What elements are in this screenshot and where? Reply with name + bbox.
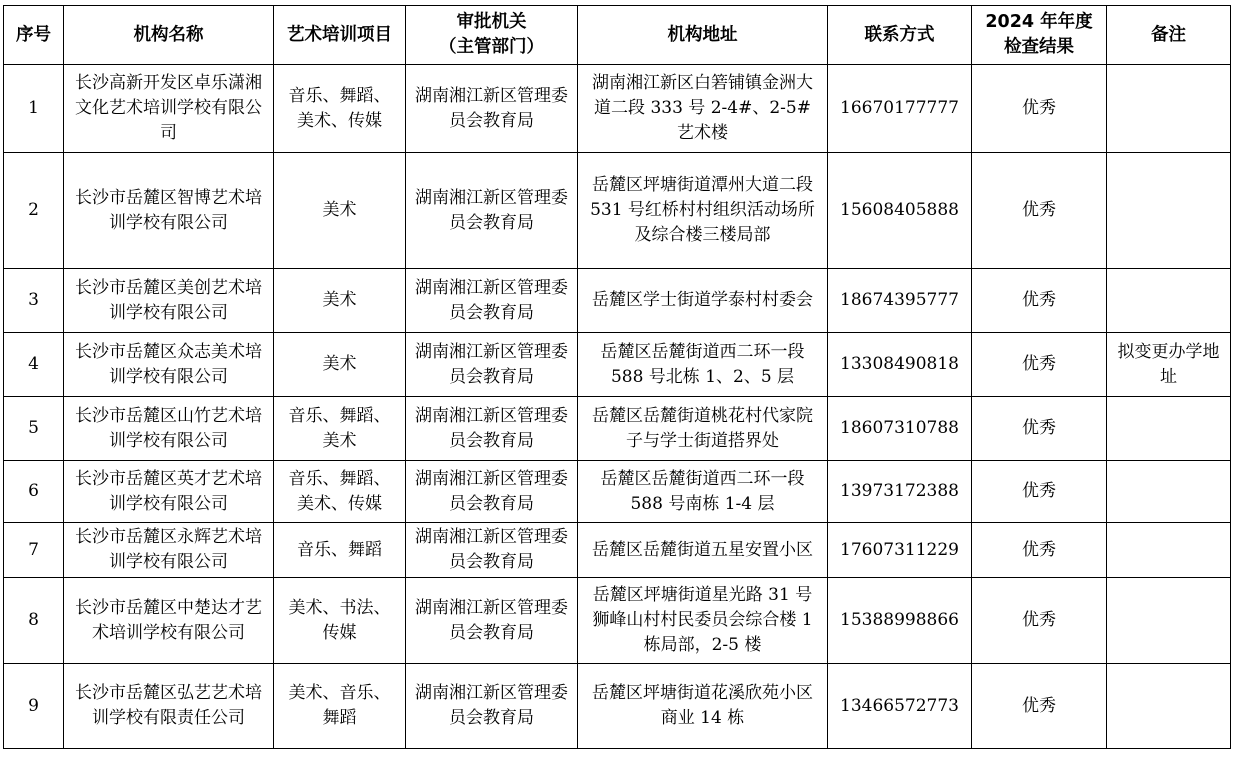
cell-result: 优秀 [972,333,1107,397]
cell-contact: 13308490818 [828,333,972,397]
table-row [4,523,1231,578]
cell-address: 岳麓区坪塘街道星光路 31 号狮峰山村村民委员会综合楼 1 栋局部，2-5 楼 [578,578,828,664]
cell-program: 美术 [274,153,406,269]
cell-authority: 湖南湘江新区管理委员会教育局 [406,153,578,269]
cell-program: 美术、书法、传媒 [274,578,406,664]
table-row [4,397,1231,461]
cell-seq: 4 [4,333,64,397]
cell-contact: 15608405888 [828,153,972,269]
cell-remark [1107,523,1231,578]
header-result-line1: 2024 年年度 [985,12,1093,32]
cell-name: 长沙市岳麓区中楚达才艺术培训学校有限公司 [64,578,274,664]
header-name: 机构名称 [64,6,274,65]
cell-program: 美术、音乐、舞蹈 [274,664,406,749]
cell-contact: 18674395777 [828,269,972,333]
table-row [4,578,1231,664]
table-row [4,269,1231,333]
cell-address: 岳麓区坪塘街道花溪欣苑小区商业 14 栋 [578,664,828,749]
cell-address: 岳麓区岳麓街道西二环一段 588 号北栋 1、2、5 层 [578,333,828,397]
cell-program: 音乐、舞蹈、美术、传媒 [274,461,406,523]
cell-name: 长沙市岳麓区众志美术培训学校有限公司 [64,333,274,397]
cell-result: 优秀 [972,578,1107,664]
header-result [972,6,1107,65]
cell-contact: 13973172388 [828,461,972,523]
table-row [4,333,1231,397]
institution-table [3,5,1231,749]
cell-address: 湖南湘江新区白箬铺镇金洲大道二段 333 号 2-4#、2-5#艺术楼 [578,65,828,153]
cell-seq: 6 [4,461,64,523]
header-result-line2: 检查结果 [1004,37,1074,57]
cell-contact: 18607310788 [828,397,972,461]
cell-name: 长沙市岳麓区智博艺术培训学校有限公司 [64,153,274,269]
cell-seq: 8 [4,578,64,664]
cell-contact: 13466572773 [828,664,972,749]
header-remark: 备注 [1107,6,1231,65]
cell-remark [1107,397,1231,461]
cell-result: 优秀 [972,461,1107,523]
cell-name: 长沙高新开发区卓乐潇湘文化艺术培训学校有限公司 [64,65,274,153]
cell-result: 优秀 [972,153,1107,269]
cell-address: 岳麓区岳麓街道桃花村代家院子与学士街道搭界处 [578,397,828,461]
cell-program: 音乐、舞蹈、美术、传媒 [274,65,406,153]
cell-remark [1107,269,1231,333]
cell-authority: 湖南湘江新区管理委员会教育局 [406,269,578,333]
table-row [4,461,1231,523]
cell-program: 美术 [274,333,406,397]
cell-remark: 拟变更办学地址 [1107,333,1231,397]
cell-contact: 15388998866 [828,578,972,664]
cell-authority: 湖南湘江新区管理委员会教育局 [406,578,578,664]
cell-authority: 湖南湘江新区管理委员会教育局 [406,461,578,523]
cell-remark [1107,461,1231,523]
header-authority-line1: 审批机关 [456,12,527,32]
cell-address: 岳麓区学士街道学泰村村委会 [578,269,828,333]
cell-remark [1107,578,1231,664]
cell-remark [1107,65,1231,153]
cell-contact: 17607311229 [828,523,972,578]
cell-name: 长沙市岳麓区弘艺艺术培训学校有限责任公司 [64,664,274,749]
header-address: 机构地址 [578,6,828,65]
cell-result: 优秀 [972,664,1107,749]
header-seq: 序号 [4,6,64,65]
cell-name: 长沙市岳麓区永辉艺术培训学校有限公司 [64,523,274,578]
cell-name: 长沙市岳麓区美创艺术培训学校有限公司 [64,269,274,333]
cell-remark [1107,153,1231,269]
cell-authority: 湖南湘江新区管理委员会教育局 [406,397,578,461]
cell-contact: 16670177777 [828,65,972,153]
table-row [4,153,1231,269]
header-contact: 联系方式 [828,6,972,65]
cell-seq: 9 [4,664,64,749]
cell-authority: 湖南湘江新区管理委员会教育局 [406,523,578,578]
table-header-row [4,6,1231,65]
cell-program: 美术 [274,269,406,333]
cell-name: 长沙市岳麓区英才艺术培训学校有限公司 [64,461,274,523]
cell-program: 音乐、舞蹈、美术 [274,397,406,461]
cell-seq: 1 [4,65,64,153]
cell-result: 优秀 [972,269,1107,333]
cell-seq: 7 [4,523,64,578]
cell-authority: 湖南湘江新区管理委员会教育局 [406,333,578,397]
cell-remark [1107,664,1231,749]
table-row [4,65,1231,153]
cell-address: 岳麓区岳麓街道西二环一段 588 号南栋 1-4 层 [578,461,828,523]
header-authority [406,6,578,65]
cell-result: 优秀 [972,65,1107,153]
cell-result: 优秀 [972,397,1107,461]
cell-seq: 3 [4,269,64,333]
cell-name: 长沙市岳麓区山竹艺术培训学校有限公司 [64,397,274,461]
header-authority-line2: （主管部门） [439,37,544,57]
cell-authority: 湖南湘江新区管理委员会教育局 [406,65,578,153]
cell-address: 岳麓区岳麓街道五星安置小区 [578,523,828,578]
table-row [4,664,1231,749]
cell-seq: 5 [4,397,64,461]
cell-seq: 2 [4,153,64,269]
cell-program: 音乐、舞蹈 [274,523,406,578]
header-program: 艺术培训项目 [274,6,406,65]
cell-address: 岳麓区坪塘街道潭州大道二段 531 号红桥村村组织活动场所及综合楼三楼局部 [578,153,828,269]
cell-result: 优秀 [972,523,1107,578]
cell-authority: 湖南湘江新区管理委员会教育局 [406,664,578,749]
